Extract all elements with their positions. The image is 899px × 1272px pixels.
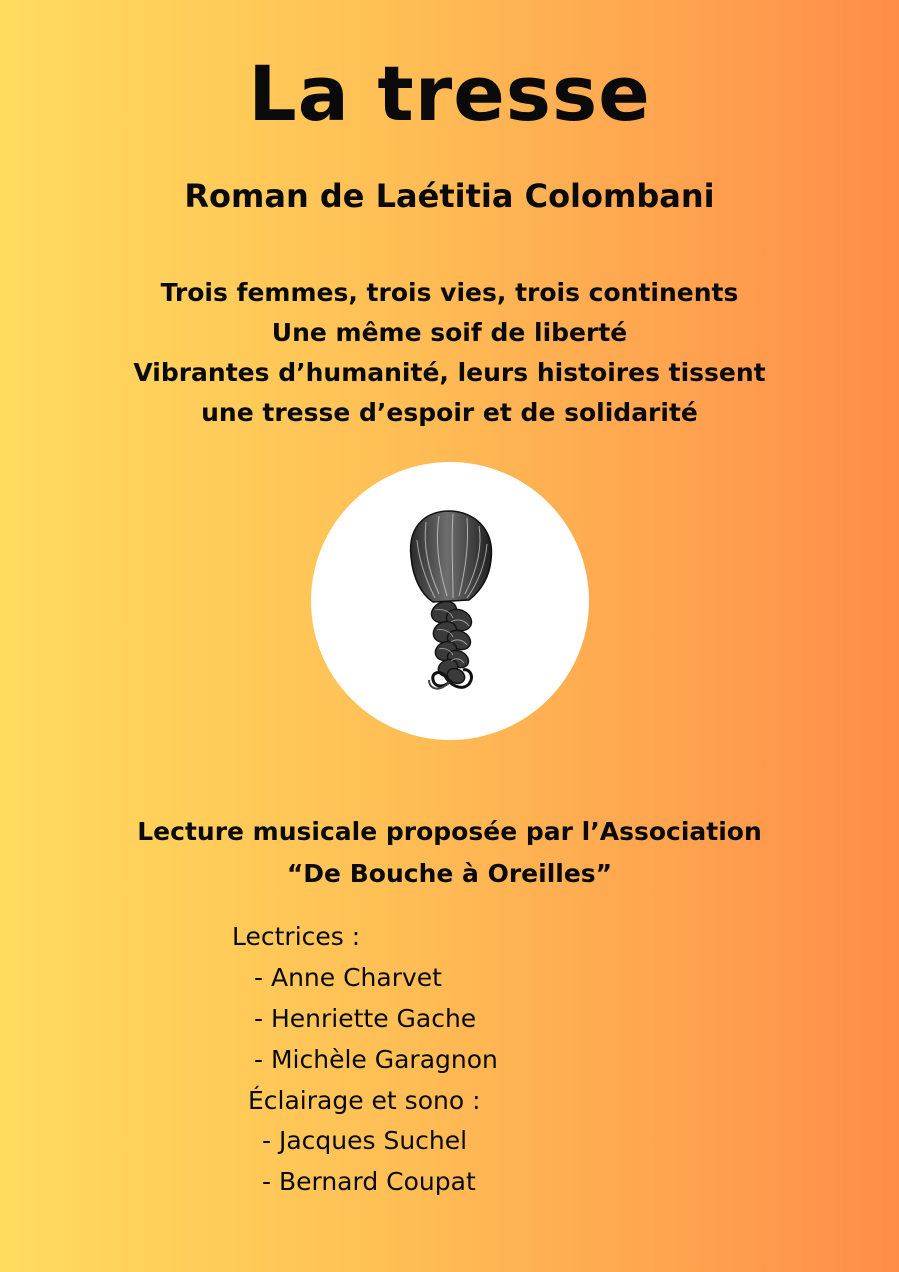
tagline-line: Trois femmes, trois vies, trois continents <box>160 278 739 307</box>
poster-subtitle: Roman de Laétitia Colombani <box>184 177 715 215</box>
reader-item: - Michèle Garagnon <box>254 1045 498 1074</box>
tech-item: - Bernard Coupat <box>262 1167 476 1196</box>
braid-illustration-icon <box>311 462 589 740</box>
reader-item: - Henriette Gache <box>254 1004 477 1033</box>
tech-heading: Éclairage et sono : <box>248 1086 481 1115</box>
tagline-line: Une même soif de liberté <box>271 318 628 347</box>
tagline-line: une tresse d’espoir et de solidarité <box>201 398 698 427</box>
poster-title: La tresse <box>248 49 651 138</box>
association-name: “De Bouche à Oreilles” <box>286 859 613 888</box>
readers-heading: Lectrices : <box>232 922 361 951</box>
presented-line: Lecture musicale proposée par l’Association <box>137 817 762 846</box>
tagline <box>0 273 899 433</box>
tagline-line: Vibrantes d’humanité, leurs histoires tissent <box>133 358 766 387</box>
illustration-circle <box>311 462 589 740</box>
tech-item: - Jacques Suchel <box>262 1126 468 1155</box>
presented-by <box>0 811 899 895</box>
reader-item: - Anne Charvet <box>254 963 442 992</box>
